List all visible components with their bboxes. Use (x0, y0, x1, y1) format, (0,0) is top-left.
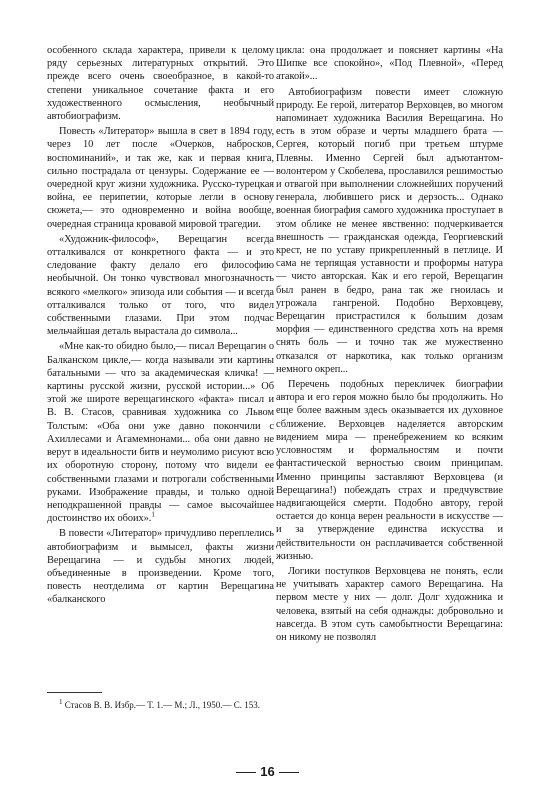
dash-left (236, 772, 256, 773)
paragraph: Автобиографизм повести имеет сложную природу. Ее герой, литератор Верховцев, во многом напоминает художника Василия Верещагина. Но есть в этом образе и черты младшего брата — Сергея, который погиб при третьем штурме Плевны. Именно Сергей был адъютантом-волонтером у Скобелева, прославился решимостью и отвагой при выполнении сложнейших поручений генерала, любившего риск и дерзость... Однако военная биография самого художника проступает в этом облике не менее явственно: подчеркивается внешность — гражданская одежда, Георгиевский крест, не по уставу прикрепленный в петлице. И сама не терпящая уставности и проформы натура — чисто авторская. Как и его герой, Верещагин был ранен в бедро, рана так же гноилась и угрожала гангреной. Подобно Верховцеву, Верещагин пристрастился к большим дозам морфия — единственного средства хоть на время снять боль — и точно так же мужественно отказался от наркотика, как только организм немного окреп... (276, 86, 503, 375)
quote-text: «Мне как-то обидно было,— писал Верещагин о Балканском цикле,— когда называли эти картины батальными — что за академическая кличка! — картины русской жизни, русской истории...» Об этой же широте верещагинского «факта» писал и В. В. Стасов, сравнивая художника со Львом Толстым: «Оба они уже давно покончили с Ахиллесами и Агамемнонами... оба они давно не верут в идеальности битв и неумолимо рисуют всю их оборотную сторону, потому что видели ее собственными глазами и потрогали собственными руками. Изображение правды, и только одной неподкрашенной правды — самое высочайшее достоинство их обоих» (47, 341, 274, 525)
dash-right (279, 772, 299, 773)
footnote-text: Стасов В. В. Избр.— Т. 1.— М.; Л., 1950.— С. 153. (64, 700, 261, 710)
paragraph: Повесть «Литератор» вышла в свет в 1894 году, через 10 лет после «Очерков, набросков, воспоминаний», и так же, как и первая книга, сильно пострадала от цензуры. Содержание ее — очередной круг жизни художника. Русско-турецкая война, ее перипетии, которые легли в основу сюжета,— это одновременно и война вообще, очередная страница кровавой мировой трагедии. (47, 126, 274, 230)
footnote-divider (47, 692, 102, 693)
paragraph: цикла: она продолжает и поясняет картины «На Шипке все спокойно», «Под Плевной», «Перед атакой»... (276, 45, 503, 83)
paragraph: В повести «Литератор» причудливо переплелись автобиографизм и вымысел, факты жизни Верещагина — и судьбы многих людей, объединенные в произведении. Кроме того, повесть неотделима от картин Верещагина «балканского (47, 528, 274, 606)
paragraph: Логики поступков Верховцева не понять, если не учитывать характер самого Верещагина. На первом месте у них — долг. Долг художника и человека, взятый на себя однажды: добровольно и навсегда. В этом суть самобытности Верещагина: он никому не позволял (276, 565, 503, 643)
paragraph: особенного склада характера, привели к целому ряду серьезных литературных открытий. Это прежде всего очень своеобразное, в какой-то степени уникальное сочетание факта и его художественного осмысления, необычный автобиографизм. (47, 45, 274, 123)
page-number-value: 16 (260, 764, 275, 779)
footnote-marker: 1 (59, 698, 63, 706)
right-text-column (276, 44, 503, 646)
page-number (0, 764, 535, 779)
footnote-reference: 1 (151, 510, 155, 519)
left-text-column (47, 44, 274, 609)
footnote (47, 699, 274, 711)
paragraph: «Художник-философ», Верещагин всегда отталкивался от конкретного факта — и это следование факту делало его философию необычной. Он тонко чувствовал многозначность всякого «мелкого» эпизода или события — и всегда отталкивался только от того, что видел собственными глазами. При этом подчас мельчайшая деталь вырастала до символа... (47, 233, 274, 338)
paragraph: «Мне как-то обидно было,— писал Верещагин о Балканском цикле,— когда называли эти картины батальными — что за академическая кличка! — картины русской жизни, русской истории...» Об этой же широте верещагинского «факта» писал и В. В. Стасов, сравнивая художника со Львом Толстым: «Оба они уже давно покончили с Ахиллесами и Агамемнонами... оба они давно не верут в идеальности битв и неумолимо рисуют всю их оборотную сторону, потому что видели ее собственными глазами и потрогали собственными руками. Изображение правды, и только одной неподкрашенной правды — самое высочайшее достоинство их обоих».$^1$ (47, 341, 274, 525)
paragraph: Перечень подобных перекличек биографии автора и его героя можно было бы продолжить. Но еще более важным здесь оказывается их духовное сближение. Верховцев наделяется авторским видением мира — пренебрежением ко всяким условностям и формальностям и почти фантастической верностью своим принципам. Именно принципы заставляют Верховцева (и Верещагина!) побеждать страх и предчувствие надвигающейся смерти. Подобно автору, герой остается до конца верен реальности в искусстве — и за утверждение единства искусства и действительности он расплачивается собственной жизнью. (276, 379, 503, 562)
